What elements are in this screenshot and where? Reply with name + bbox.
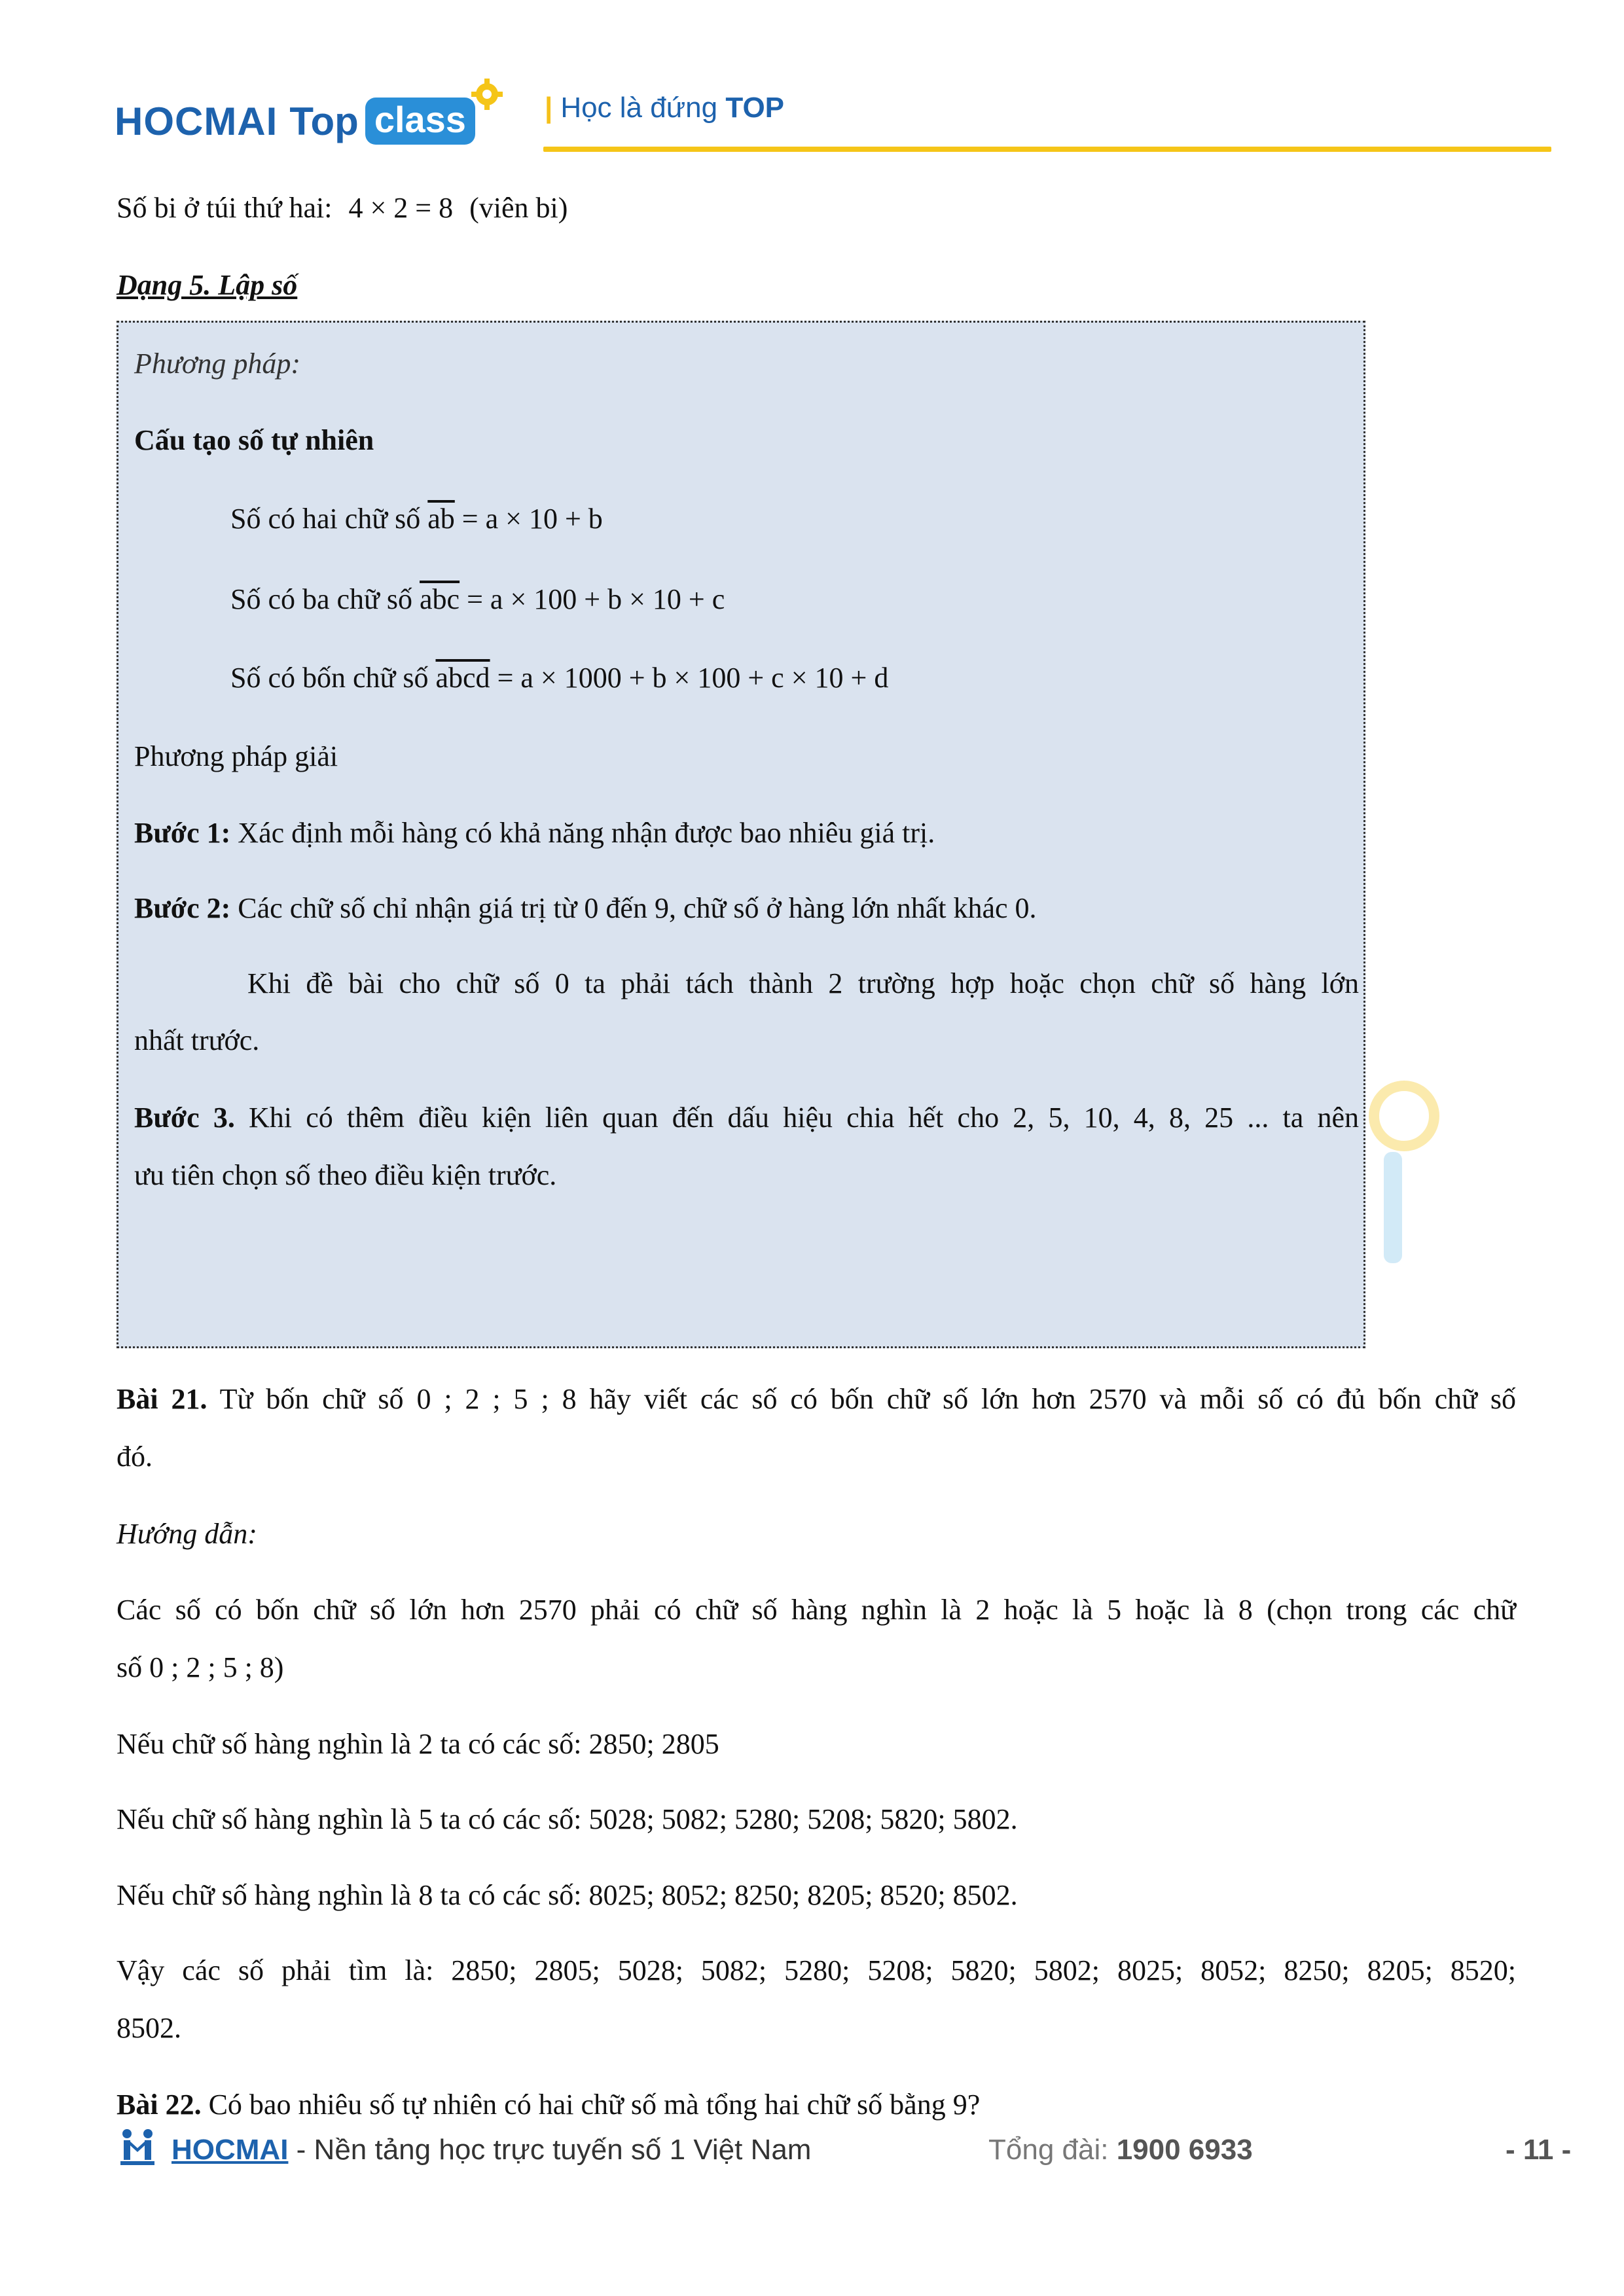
solve-label: Phương pháp giải bbox=[134, 740, 338, 772]
formula-two-prefix: Số có hai chữ số bbox=[230, 503, 421, 535]
step-2-label: Bước 2: bbox=[134, 892, 231, 924]
step-2 bbox=[134, 890, 1037, 927]
guide-3: Nếu chữ số hàng nghìn là 5 ta có các số: 5028; 5082; 5280; 5208; 5820; 5802. bbox=[117, 1803, 1018, 1835]
exercise-21-line-2: đó. bbox=[117, 1441, 153, 1473]
step-1-text: Xác định mỗi hàng có khả năng nhận được bao nhiêu giá trị. bbox=[238, 817, 935, 849]
formula-three-expr: = a × 100 + b × 10 + c bbox=[467, 583, 725, 615]
guide-1-line-2: số 0 ; 2 ; 5 ; 8) bbox=[117, 1651, 284, 1683]
step-3-label: Bước 3. bbox=[134, 1102, 235, 1134]
footer-phone-number: 1900 6933 bbox=[1116, 2134, 1253, 2166]
formula-three-prefix: Số có ba chữ số bbox=[230, 583, 413, 615]
step-3-line-1 bbox=[134, 1100, 1359, 1136]
formula-two-digit bbox=[230, 501, 603, 537]
exercise-22 bbox=[117, 2087, 980, 2123]
method-label: Phương pháp: bbox=[134, 348, 301, 380]
exercise-21-label: Bài 21. bbox=[117, 1383, 208, 1415]
intro-line bbox=[117, 190, 568, 226]
tagline-strong: TOP bbox=[725, 92, 785, 124]
header-tagline bbox=[545, 92, 784, 124]
page-number: - 11 - bbox=[1506, 2134, 1572, 2166]
footer-brand-link[interactable]: HOCMAI bbox=[171, 2134, 289, 2166]
footer-hotline bbox=[988, 2134, 1253, 2166]
formula-four-digit bbox=[230, 660, 888, 696]
section-title: Dạng 5. Lập số bbox=[117, 269, 298, 301]
brand-hocmai: HOCMAI bbox=[115, 99, 278, 143]
formula-four-overline: abcd bbox=[435, 662, 490, 694]
footer-phone-label: Tổng đài: bbox=[988, 2134, 1117, 2166]
exercise-22-label: Bài 22. bbox=[117, 2089, 202, 2121]
header-divider bbox=[543, 147, 1551, 152]
step-1 bbox=[134, 815, 935, 852]
formula-three-digit bbox=[230, 581, 725, 618]
step-1-label: Bước 1: bbox=[134, 817, 231, 849]
step-3-text: Khi có thêm điều kiện liên quan đến dấu hiệu chia hết cho 2, 5, 10, 4, 8, 25 ... ta nên bbox=[249, 1102, 1359, 1134]
gear-icon bbox=[470, 77, 504, 111]
intro-math: 4 × 2 = 8 bbox=[348, 192, 454, 224]
step-3-line-2: ưu tiên chọn số theo điều kiện trước. bbox=[134, 1159, 557, 1191]
tagline-bar: | bbox=[545, 92, 553, 124]
note-line-1: Khi đề bài cho chữ số 0 ta phải tách thành 2 trường hợp hoặc chọn chữ số hàng lớn bbox=[247, 967, 1359, 999]
guide-1-line-1: Các số có bốn chữ số lớn hơn 2570 phải có chữ số hàng nghìn là 2 hoặc là 5 hoặc là 8 (chọn trong các chữ bbox=[117, 1594, 1516, 1626]
formula-two-expr: = a × 10 + b bbox=[461, 503, 603, 535]
exercise-22-text: Có bao nhiêu số tự nhiên có hai chữ số mà tổng hai chữ số bằng 9? bbox=[208, 2089, 981, 2121]
formula-three-overline: $\overline{abc}$ bbox=[420, 583, 460, 615]
brand-logo bbox=[115, 92, 475, 151]
brand-class: class bbox=[365, 98, 475, 145]
guide-4: Nếu chữ số hàng nghìn là 8 ta có các số: 8025; 8052; 8250; 8205; 8520; 8502. bbox=[117, 1879, 1018, 1911]
step-2-text: Các chữ số chỉ nhận giá trị từ 0 đến 9, chữ số ở hàng lớn nhất khác 0. bbox=[238, 892, 1037, 924]
footer-slogan: - Nền tảng học trực tuyến số 1 Việt Nam bbox=[288, 2134, 812, 2166]
intro-text: Số bi ở túi thứ hai: bbox=[117, 192, 333, 224]
hocmai-logo-icon bbox=[117, 2126, 158, 2168]
guide-5-line-1: Vậy các số phải tìm là: 2850; 2805; 5028; 5082; 5280; 5208; 5820; 5802; 8025; 8052; 8250; 8205; 8520; bbox=[117, 1954, 1516, 1986]
exercise-21-text: Từ bốn chữ số 0 ; 2 ; 5 ; 8 hãy viết các số có bốn chữ số lớn hơn 2570 và mỗi số có đủ bốn chữ số bbox=[219, 1383, 1516, 1415]
guide-5-line-2: 8502. bbox=[117, 2012, 181, 2044]
guide-label: Hướng dẫn: bbox=[117, 1518, 257, 1550]
intro-unit: (viên bi) bbox=[469, 192, 568, 224]
note-line-2: nhất trước. bbox=[134, 1024, 260, 1056]
method-heading: Cấu tạo số tự nhiên bbox=[134, 424, 374, 456]
exercise-21-line-1 bbox=[117, 1381, 1516, 1418]
gear-watermark-icon bbox=[1362, 1073, 1447, 1270]
formula-four-expr: = a × 1000 + b × 100 + c × 10 + d bbox=[497, 662, 889, 694]
brand-top: Top bbox=[289, 99, 359, 143]
footer-brand bbox=[171, 2134, 811, 2166]
formula-two-overline: $\overline{ab}$ bbox=[427, 503, 455, 535]
tagline-prefix: Học là đứng bbox=[560, 92, 718, 124]
formula-four-prefix: Số có bốn chữ số bbox=[230, 662, 429, 694]
guide-2: Nếu chữ số hàng nghìn là 2 ta có các số: 2850; 2805 bbox=[117, 1728, 719, 1760]
